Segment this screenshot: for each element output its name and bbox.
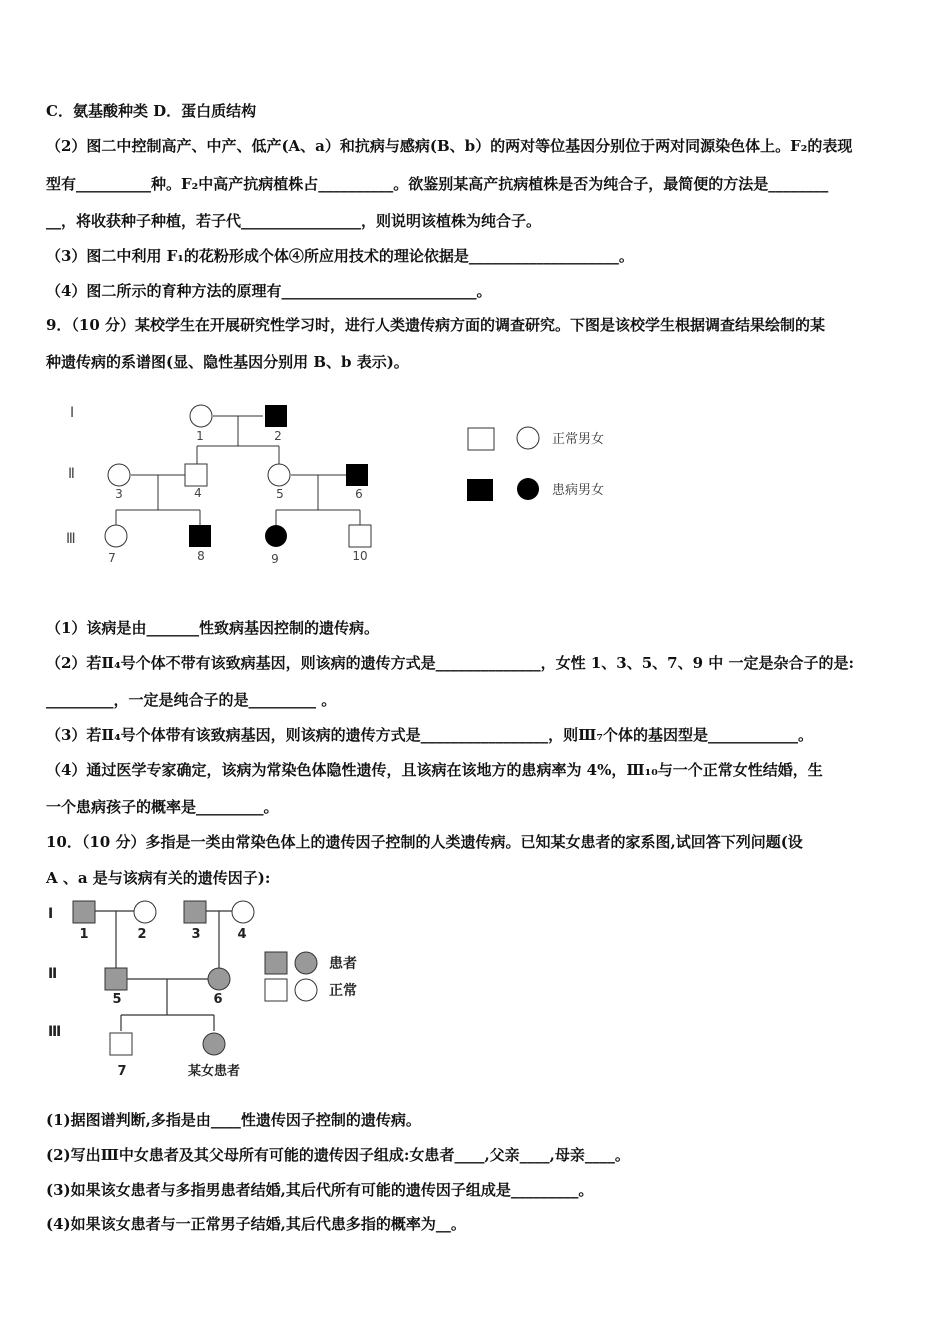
q9-part3-line: （3）若Ⅱ₄号个体带有该致病基因，则该病的遗传方式是_________________，则Ⅲ₇个体的基因型是____________。 (46, 726, 813, 744)
individual-number: 6 (355, 487, 363, 501)
legend-patient-female-icon (295, 952, 317, 974)
individual-number: 2 (274, 429, 282, 443)
q10-part4-line: (4)如果该女患者与一正常男子结婚,其后代患多指的概率为__。 (46, 1215, 466, 1233)
individual-II5-normal-female (268, 464, 290, 486)
individual-number: 7 (117, 1064, 127, 1079)
individual-III10-normal-male (349, 525, 371, 547)
individual-number: 10 (352, 549, 368, 563)
female-patient-label: 某女患者 (187, 1064, 241, 1079)
legend-normal-female-icon (517, 427, 539, 449)
legend-affected-female-icon (517, 478, 539, 500)
individual-number: 2 (137, 927, 147, 942)
individual-number: 1 (79, 927, 89, 942)
generation-label-II: Ⅱ (48, 966, 58, 982)
individual-I2-normal-female (134, 901, 156, 923)
legend-normal-label: 正常男女 (552, 432, 605, 447)
generation-label-I: Ⅰ (70, 405, 75, 421)
legend-normal-male-icon (265, 979, 287, 1001)
legend-affected-male-icon (467, 479, 493, 501)
q8-part2-line2: 型有__________种。F₂中高产抗病植株占__________。欲鉴别某高产抗病植株是否为纯合子，最简便的方法是________ (46, 175, 829, 193)
individual-III7-normal-male (110, 1033, 132, 1055)
legend-normal-female-icon (295, 979, 317, 1001)
individual-number: 1 (196, 429, 204, 443)
individual-number: 4 (194, 486, 202, 500)
individual-III9-affected-female (265, 525, 287, 547)
individual-I3-patient-male (184, 901, 206, 923)
individual-II6-patient-female (208, 968, 230, 990)
individual-II3-normal-female (108, 464, 130, 486)
individual-number: 3 (191, 927, 201, 942)
individual-I2-affected-male (265, 405, 287, 427)
individual-III7-normal-female (105, 525, 127, 547)
q9-part4-line1: （4）通过医学专家确定，该病为常染色体隐性遗传，且该病在该地方的患病率为 4%，Ⅲ₁₀与一个正常女性结婚，生 (46, 761, 823, 779)
q10-part1-line: (1)据图谱判断,多指是由____性遗传因子控制的遗传病。 (46, 1111, 421, 1129)
individual-number: 6 (213, 992, 223, 1007)
legend-patient-male-icon (265, 952, 287, 974)
individual-number: 5 (276, 487, 284, 501)
pedigree-figure-2 (44, 895, 374, 1085)
individual-II4-normal-male (185, 464, 207, 486)
legend-normal-male-icon (468, 428, 494, 450)
q10-stem-line2: A 、a 是与该病有关的遗传因子): (46, 869, 271, 887)
individual-number: 7 (108, 551, 116, 565)
q8-part2-line3: __，将收获种子种植，若子代________________，则说明该植株为纯合子。 (46, 212, 542, 230)
individual-number: 3 (115, 487, 123, 501)
individual-number: 4 (237, 927, 247, 942)
q10-part2-line: (2)写出Ⅲ中女患者及其父母所有可能的遗传因子组成:女患者____,父亲____,母亲____。 (46, 1146, 630, 1164)
q10-part3-line: (3)如果该女患者与多指男患者结婚,其后代所有可能的遗传因子组成是_________。 (46, 1181, 594, 1199)
q9-part2-line2: _________，一定是纯合子的是_________ 。 (46, 691, 337, 709)
q10-stem-line1: 10．（10 分）多指是一类由常染色体上的遗传因子控制的人类遗传病。已知某女患者的家系图,试回答下列问题(设 (46, 833, 803, 851)
pedigree-figure-1 (46, 390, 666, 580)
q8-part3-line: （3）图二中利用 F₁的花粉形成个体④所应用技术的理论依据是____________________。 (46, 247, 634, 265)
q9-part1-line: （1）该病是由_______性致病基因控制的遗传病。 (46, 619, 379, 637)
legend-affected-label: 患病男女 (552, 483, 605, 498)
individual-II5-patient-male (105, 968, 127, 990)
individual-I4-normal-female (232, 901, 254, 923)
individual-number: 5 (112, 992, 122, 1007)
individual-I1-patient-male (73, 901, 95, 923)
legend-normal-label: 正常 (329, 983, 357, 999)
q9-part4-line2: 一个患病孩子的概率是_________。 (46, 798, 279, 816)
generation-label-III: Ⅲ (48, 1024, 62, 1040)
individual-III8-affected-male (189, 525, 211, 547)
generation-label-III: Ⅲ (66, 531, 76, 547)
generation-label-I: Ⅰ (48, 906, 54, 922)
legend-patient-label: 患者 (329, 956, 357, 972)
q8-part2-line1: （2）图二中控制高产、中产、低产(A、a）和抗病与感病(B、b）的两对等位基因分别位于两对同源染色体上。F₂的表现 (46, 137, 853, 155)
q9-stem-line2: 种遗传病的系谱图(显、隐性基因分别用 B、b 表示)。 (46, 353, 409, 371)
q8-part4-line: （4）图二所示的育种方法的原理有__________________________。 (46, 282, 492, 300)
option-cd-line: C．氨基酸种类 D．蛋白质结构 (46, 102, 257, 120)
generation-label-II: Ⅱ (68, 466, 75, 482)
q9-part2-line1: （2）若Ⅱ₄号个体不带有该致病基因，则该病的遗传方式是______________，女性 1、3、5、7、9 中 一定是杂合子的是: (46, 654, 855, 672)
individual-number: 8 (197, 549, 205, 563)
individual-I1-normal-female (190, 405, 212, 427)
individual-III-female-patient (203, 1033, 225, 1055)
individual-number: 9 (271, 552, 279, 566)
q9-stem-line1: 9．（10 分）某校学生在开展研究性学习时，进行人类遗传病方面的调查研究。下图是该校学生根据调查结果绘制的某 (46, 316, 826, 334)
individual-II6-affected-male (346, 464, 368, 486)
